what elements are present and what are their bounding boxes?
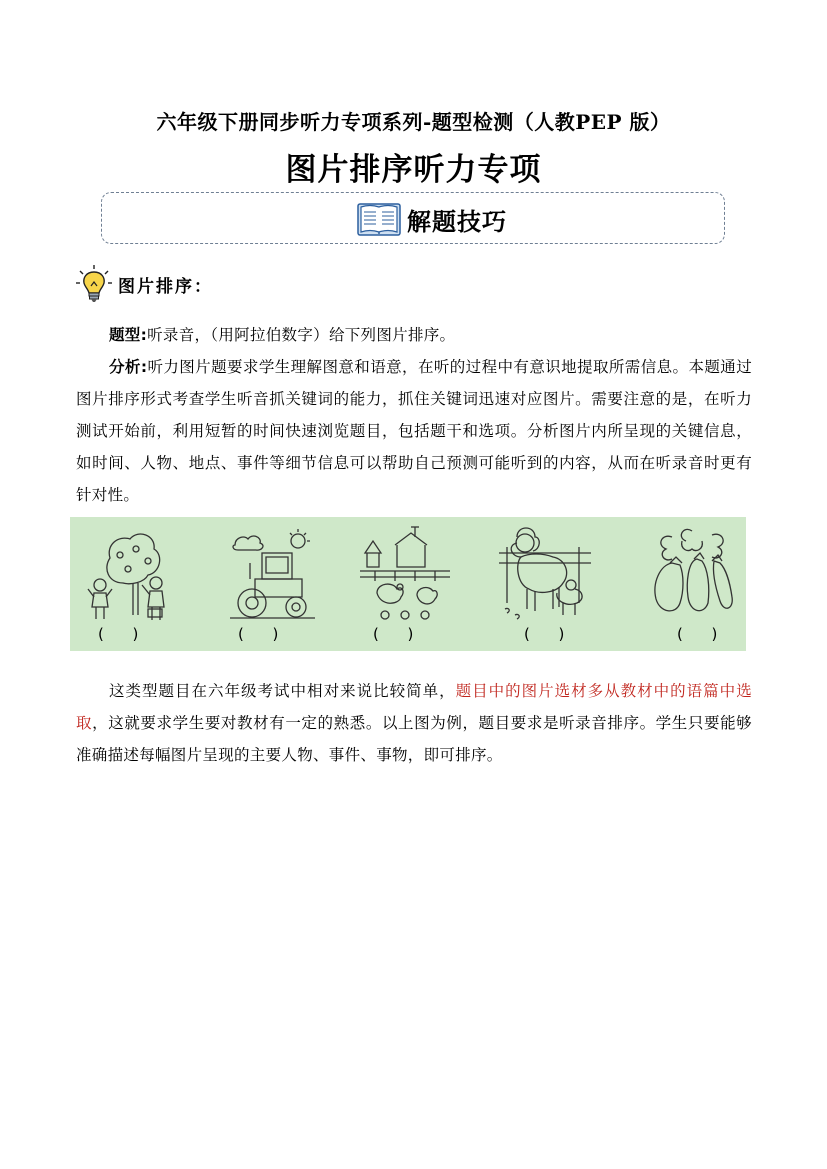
summary-text-after: ，这就要求学生要对教材有一定的熟悉。以上图为例，题目要求是听录音排序。学生只要能够准确描述每幅图片呈现的主要人物、事件、事物，即可排序。 (76, 714, 752, 764)
analysis-paragraph (76, 351, 752, 511)
summary-highlight: 题目中的图片选材多从教材中的语篇中选取 (76, 682, 752, 732)
answer-blank-1[interactable]: ( ) (98, 625, 139, 643)
answer-blank-4[interactable]: ( ) (524, 625, 565, 643)
eggplants-picture (642, 523, 742, 623)
children-picking-apples-picture (78, 523, 178, 623)
section-heading-label: 图片排序： (118, 276, 213, 297)
sheep-and-lamb-picture (495, 523, 595, 623)
tips-banner-content (357, 199, 507, 239)
answer-blank-2[interactable]: ( ) (238, 625, 279, 643)
answer-blank-5[interactable]: ( ) (677, 625, 718, 643)
question-type-paragraph (76, 319, 752, 351)
analysis-text: 听力图片题要求学生理解图意和语意，在听的过程中有意识地提取所需信息。本题通过图片排序形式考查学生听音抓关键词的能力，抓住关键词迅速对应图片。需要注意的是，在听力测试开始前，利用短暂的时间快速浏览题目，包括题干和选项。分析图片内所呈现的关键信息，如时间、人物、地点、事件等细节信息可以帮助自己预测可能听到的内容，从而在听录音时更有针对性。 (76, 358, 752, 504)
picture-strip (70, 517, 746, 651)
page-title: 图片排序听力专项 (285, 152, 542, 188)
tips-label: 解题技巧 (407, 207, 507, 236)
answer-blank-3[interactable]: ( ) (373, 625, 414, 643)
lightbulb-icon (76, 264, 112, 304)
open-book-icon (357, 201, 401, 237)
question-type-label: 题型: (109, 326, 148, 344)
tips-banner (101, 192, 725, 244)
analysis-label: 分析: (109, 358, 148, 376)
tractor-picture (220, 523, 320, 623)
question-type-text: 听录音，（用阿拉伯数字）给下列图片排序。 (147, 326, 456, 344)
series-title: 六年级下册同步听力专项系列-题型检测（人教PEP 版） (156, 110, 671, 134)
section-heading (76, 264, 213, 304)
summary-text-before: 这类型题目在六年级考试中相对来说比较简单， (109, 682, 456, 700)
summary-paragraph (76, 675, 752, 771)
hens-on-farm-picture (355, 523, 455, 623)
